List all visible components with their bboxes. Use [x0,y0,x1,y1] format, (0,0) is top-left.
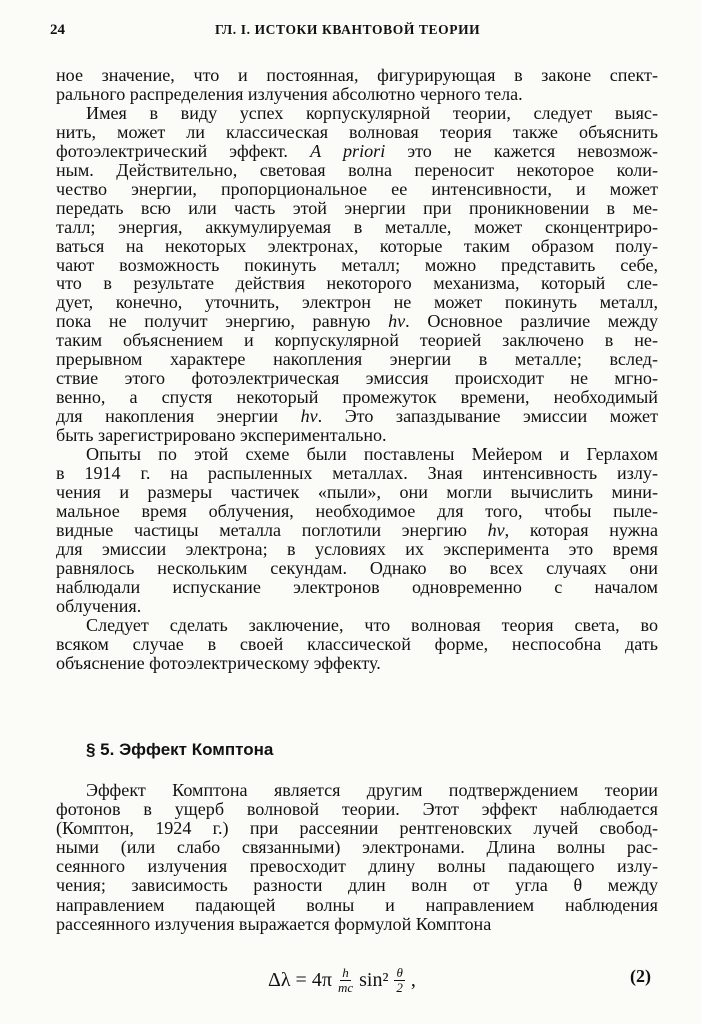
section-heading: § 5. Эффект Комптона [86,740,274,759]
formula-lhs: Δλ = 4π [268,968,332,991]
equation-number: (2) [630,966,651,986]
fraction-denominator: 2 [396,979,403,995]
fraction-theta-over-2 [394,966,404,995]
fraction-h-over-mc [338,966,353,995]
text-line: фотонов в ущерб волновой теории. Этот эффект наблюдается [56,799,658,820]
text-line: чения и размеры частичек «пыли», они могли вычислить мини- [56,481,658,502]
text-line: ными (или слабо связанными) электронами. Длина волны рас- [56,837,658,858]
text-line: всяком случае в своей классической форме, неспособна дать [56,633,658,654]
text-line: чество энергии, пропорциональное ее интенсивности, и может [56,178,658,199]
text-line: ваться на некоторых электронах, которые таким образом полу- [56,235,658,256]
text-line: равнялось нескольким секундам. Однако во всех случаях они [56,557,658,578]
text-line: ное значение, что и постоянная, фигурирующая в законе спект- [56,65,658,85]
text-line: облучения. [56,595,142,616]
text-line: мальное время облучения, необходимое для того, чтобы пыле- [56,500,658,521]
text-line: быть зарегистрировано экспериментально. [56,425,387,446]
compton-formula [268,960,416,1000]
fraction-numerator: θ [396,964,403,980]
text-line: рального распределения излучения абсолютно черного тела. [56,83,523,104]
text-line: чения; зависимость разности длин волн от угла θ между [56,875,658,896]
text-line: нить, может ли классическая волновая теория также объяснить [56,121,658,142]
body-text-block-2 [56,781,658,934]
text-line: Опыты по этой схеме были поставлены Мейером и Герлахом [86,444,658,465]
text-line: дует, конечно, уточнить, электрон не может покинуть металл, [56,292,658,313]
formula-sin: sin² [359,968,389,991]
text-line: таким объяснением и корпускулярной теорией заключено в не- [56,330,658,351]
text-line: ствие этого фотоэлектрическая эмиссия происходит не мгно- [56,368,658,389]
text-line: (Комптон, 1924 г.) при рассеянии рентгеновских лучей свобод- [56,818,658,839]
page-header [50,22,658,46]
body-text-block-1 [56,66,658,673]
text-line: талл; энергия, аккумулируемая в металле, может сконцентриро- [56,216,658,237]
text-line: прерывном характере накопления энергии в металле; вслед- [56,349,658,370]
page-number: 24 [50,22,65,38]
text-line: видные частицы металла поглотили энергию hν, которая нужна [56,519,658,540]
fraction-numerator: h [342,964,349,980]
text-line: ным. Действительно, световая волна переносит некоторое коли- [56,159,658,180]
text-line: для накопления энергии hν. Это запаздывание эмиссии может [56,406,658,427]
formula-trailing-comma: , [410,968,416,991]
running-head: ГЛ. I. ИСТОКИ КВАНТОВОЙ ТЕОРИИ [215,22,481,37]
text-line: в 1914 г. на распыленных металлах. Зная интенсивность излу- [56,463,658,484]
text-line: чают возможность покинуть металл; можно представить себе, [56,254,658,275]
text-line: венно, а спустя некоторый промежуток времени, необходимый [56,387,658,408]
text-line: объяснение фотоэлектрическому эффекту. [56,652,381,673]
text-line: Эффект Комптона является другим подтверждением теории [86,780,658,800]
text-line: пока не получит энергию, равную hν. Основное различие между [56,311,659,332]
text-line: наблюдали испускание электронов одновременно с началом [56,576,658,597]
text-line: фотоэлектрический эффект. A priori это не кажется невозмож- [56,140,658,161]
text-line: Следует сделать заключение, что волновая теория света, во [86,614,658,635]
text-line: Имея в виду успех корпускулярной теории, следует выяс- [86,102,658,123]
fraction-denominator: mc [337,979,354,995]
text-line: что в результате действия некоторого механизма, который сле- [56,273,658,294]
text-line: направлением падающей волны и направлением наблюдения [56,894,658,915]
text-line: передать всю или часть этой энергии при проникновении в ме- [56,197,658,218]
text-line: для эмиссии электрона; в условиях их эксперимента это время [56,538,658,559]
text-line: сеянного излучения превосходит длину волны падающего излу- [56,856,658,877]
text-line: рассеянного излучения выражается формулой Комптона [56,913,492,934]
